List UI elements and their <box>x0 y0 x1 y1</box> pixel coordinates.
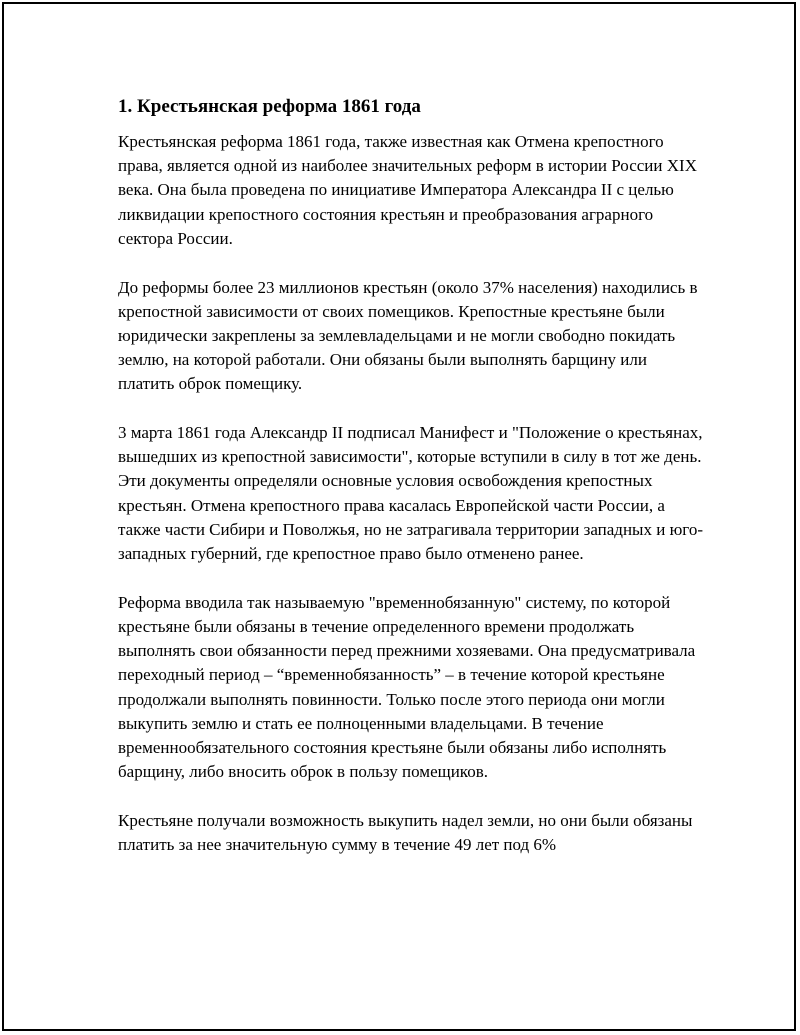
section-title: 1. Крестьянская реформа 1861 года <box>118 96 421 117</box>
paragraph-3: 3 марта 1861 года Александр II подписал Манифест и "Положение о крестьянах, вышедших из крепостной зависимости", которые вступили в силу в тот же день. Эти документы определяли основные условия освобождения крепостных крестьян. Отмена крепостного права касалась Европейской части России, а также части Сибири и Поволжья, но не затрагивала территории западных и юго-западных губерний, где крепостное право было отменено ранее. <box>118 423 703 564</box>
paragraph-1: Крестьянская реформа 1861 года, также известная как Отмена крепостного права, является одной из наиболее значительных реформ в истории России XIX века. Она была проведена по инициативе Императора Александра II с целью ликвидации крепостного состояния крестьян и преобразования аграрного сектора России. <box>118 132 697 248</box>
document-body <box>118 94 703 882</box>
paragraph-5: Крестьяне получали возможность выкупить надел земли, но они были обязаны платить за нее значительную сумму в течение 49 лет под 6% <box>118 810 693 855</box>
paragraph-4: Реформа вводила так называемую "временнобязанную" систему, по которой крестьяне были обязаны в течение определенного времени продолжать выполнять свои обязанности перед прежними хозяевами. Она предусматривала переходный период – “временнобязанность” – в течение которой крестьяне продолжали выполнять повинности. Только после этого периода они могли выкупить землю и стать ее полноценными владельцами. В течение временнообязательного состояния крестьяне были обязаны либо исполнять барщину, либо вносить оброк в пользу помещиков. <box>118 592 696 782</box>
paragraph-2: До реформы более 23 миллионов крестьян (около 37% населения) находились в крепостной зависимости от своих помещиков. Крепостные крестьяне были юридически закреплены за землевладельцами и не могли свободно покидать землю, на которой работали. Они обязаны были выполнять барщину или платить оброк помещику. <box>118 277 698 394</box>
